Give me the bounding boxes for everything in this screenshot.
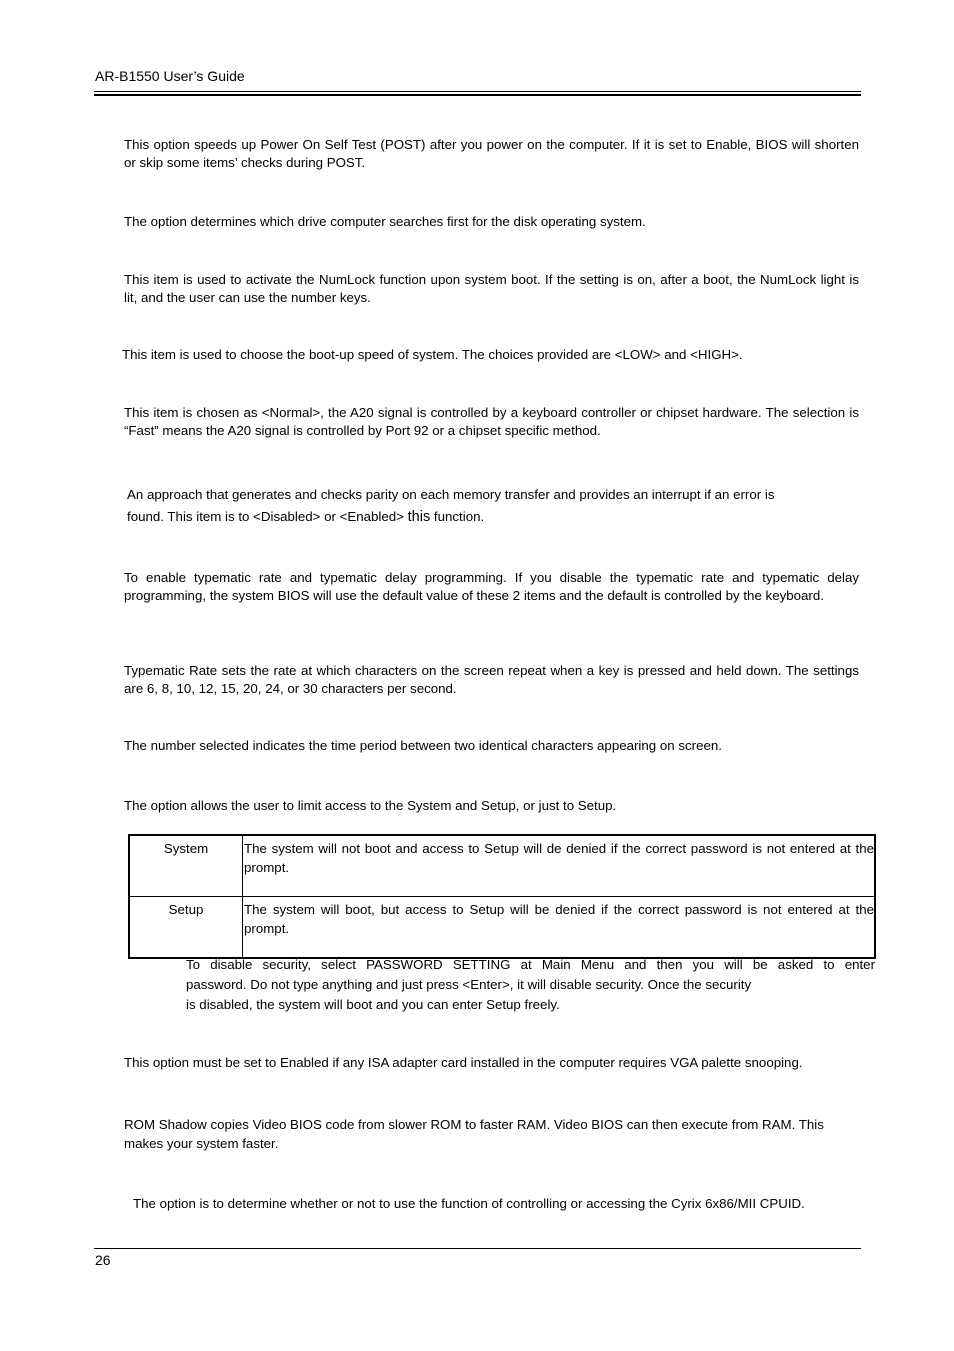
header-rule [94,91,861,92]
security-option-paragraph: The option allows the user to limit access to the System and Setup, or just to Setup. [124,798,617,813]
parity-text-a: found. This item is to <Disabled> or <Enabled> [127,509,408,524]
header-rule-thick [94,94,861,96]
boot-sequence-paragraph: The option determines which drive computer searches first for the disk operating system. [124,214,646,229]
security-options-table [128,834,876,959]
security-label-system: System [129,835,243,897]
table-row [129,835,875,897]
parity-text-this: this [407,509,431,525]
security-desc-setup: The system will boot, but access to Setup will be denied if the correct password is not entered at the prompt. [243,897,876,959]
security-label-setup: Setup [129,897,243,959]
security-desc-system: The system will not boot and access to Setup will de denied if the correct password is not entered at the prompt. [243,835,876,897]
parity-check-paragraph [127,484,847,528]
typematic-rate-paragraph: Typematic Rate sets the rate at which characters on the screen repeat when a key is pressed and held down. The settings are 6, 8, 10, 12, 15, 20, 24, or 30 characters per second. [124,663,859,696]
note-line-2: password. Do not type anything and just press <Enter>, it will disable security. Once the security [186,977,752,992]
parity-line-1: An approach that generates and checks parity on each memory transfer and provides an interrupt if an error is [127,487,775,502]
parity-text-c: function. [430,509,485,524]
security-note [186,955,875,1015]
numlock-paragraph: This item is used to activate the NumLock function upon system boot. If the setting is on, after a boot, the NumLock light is lit, and the user can use the number keys. [124,272,859,305]
note-line-1: To disable security, select PASSWORD SETTING at Main Menu and then you will be asked to enter [186,957,875,972]
palette-snoop-paragraph: This option must be set to Enabled if any ISA adapter card installed in the computer requires VGA palette snooping. [124,1055,803,1070]
footer-rule [94,1248,861,1249]
cpuid-paragraph: The option is to determine whether or not to use the function of controlling or accessing the Cyrix 6x86/MII CPUID. [133,1196,805,1211]
typematic-setting-paragraph: To enable typematic rate and typematic delay programming. If you disable the typematic rate and typematic delay programming, the system BIOS will use the default value of these 2 items and the default is controlled by the keyboard. [124,570,859,603]
parity-line-2 [127,506,847,528]
header-title: AR-B1550 User’s Guide [95,68,245,84]
quick-post-paragraph: This option speeds up Power On Self Test (POST) after you power on the computer. If it is set to Enable, BIOS will shorten or skip some items’ checks during POST. [124,137,859,170]
video-shadow-paragraph: ROM Shadow copies Video BIOS code from slower ROM to faster RAM. Video BIOS can then execute from RAM. This makes your system faster. [124,1117,824,1151]
table-row [129,897,875,959]
typematic-delay-paragraph: The number selected indicates the time period between two identical characters appearing on screen. [124,738,722,753]
gate-a20-paragraph: This item is chosen as <Normal>, the A20 signal is controlled by a keyboard controller or chipset hardware. The selection is “Fast” means the A20 signal is controlled by Port 92 or a chipset specific method. [124,405,859,438]
boot-speed-paragraph: This item is used to choose the boot-up speed of system. The choices provided are <LOW> and <HIGH>. [122,347,743,362]
note-line-3: is disabled, the system will boot and you can enter Setup freely. [186,997,560,1012]
page-number: 26 [95,1252,111,1268]
